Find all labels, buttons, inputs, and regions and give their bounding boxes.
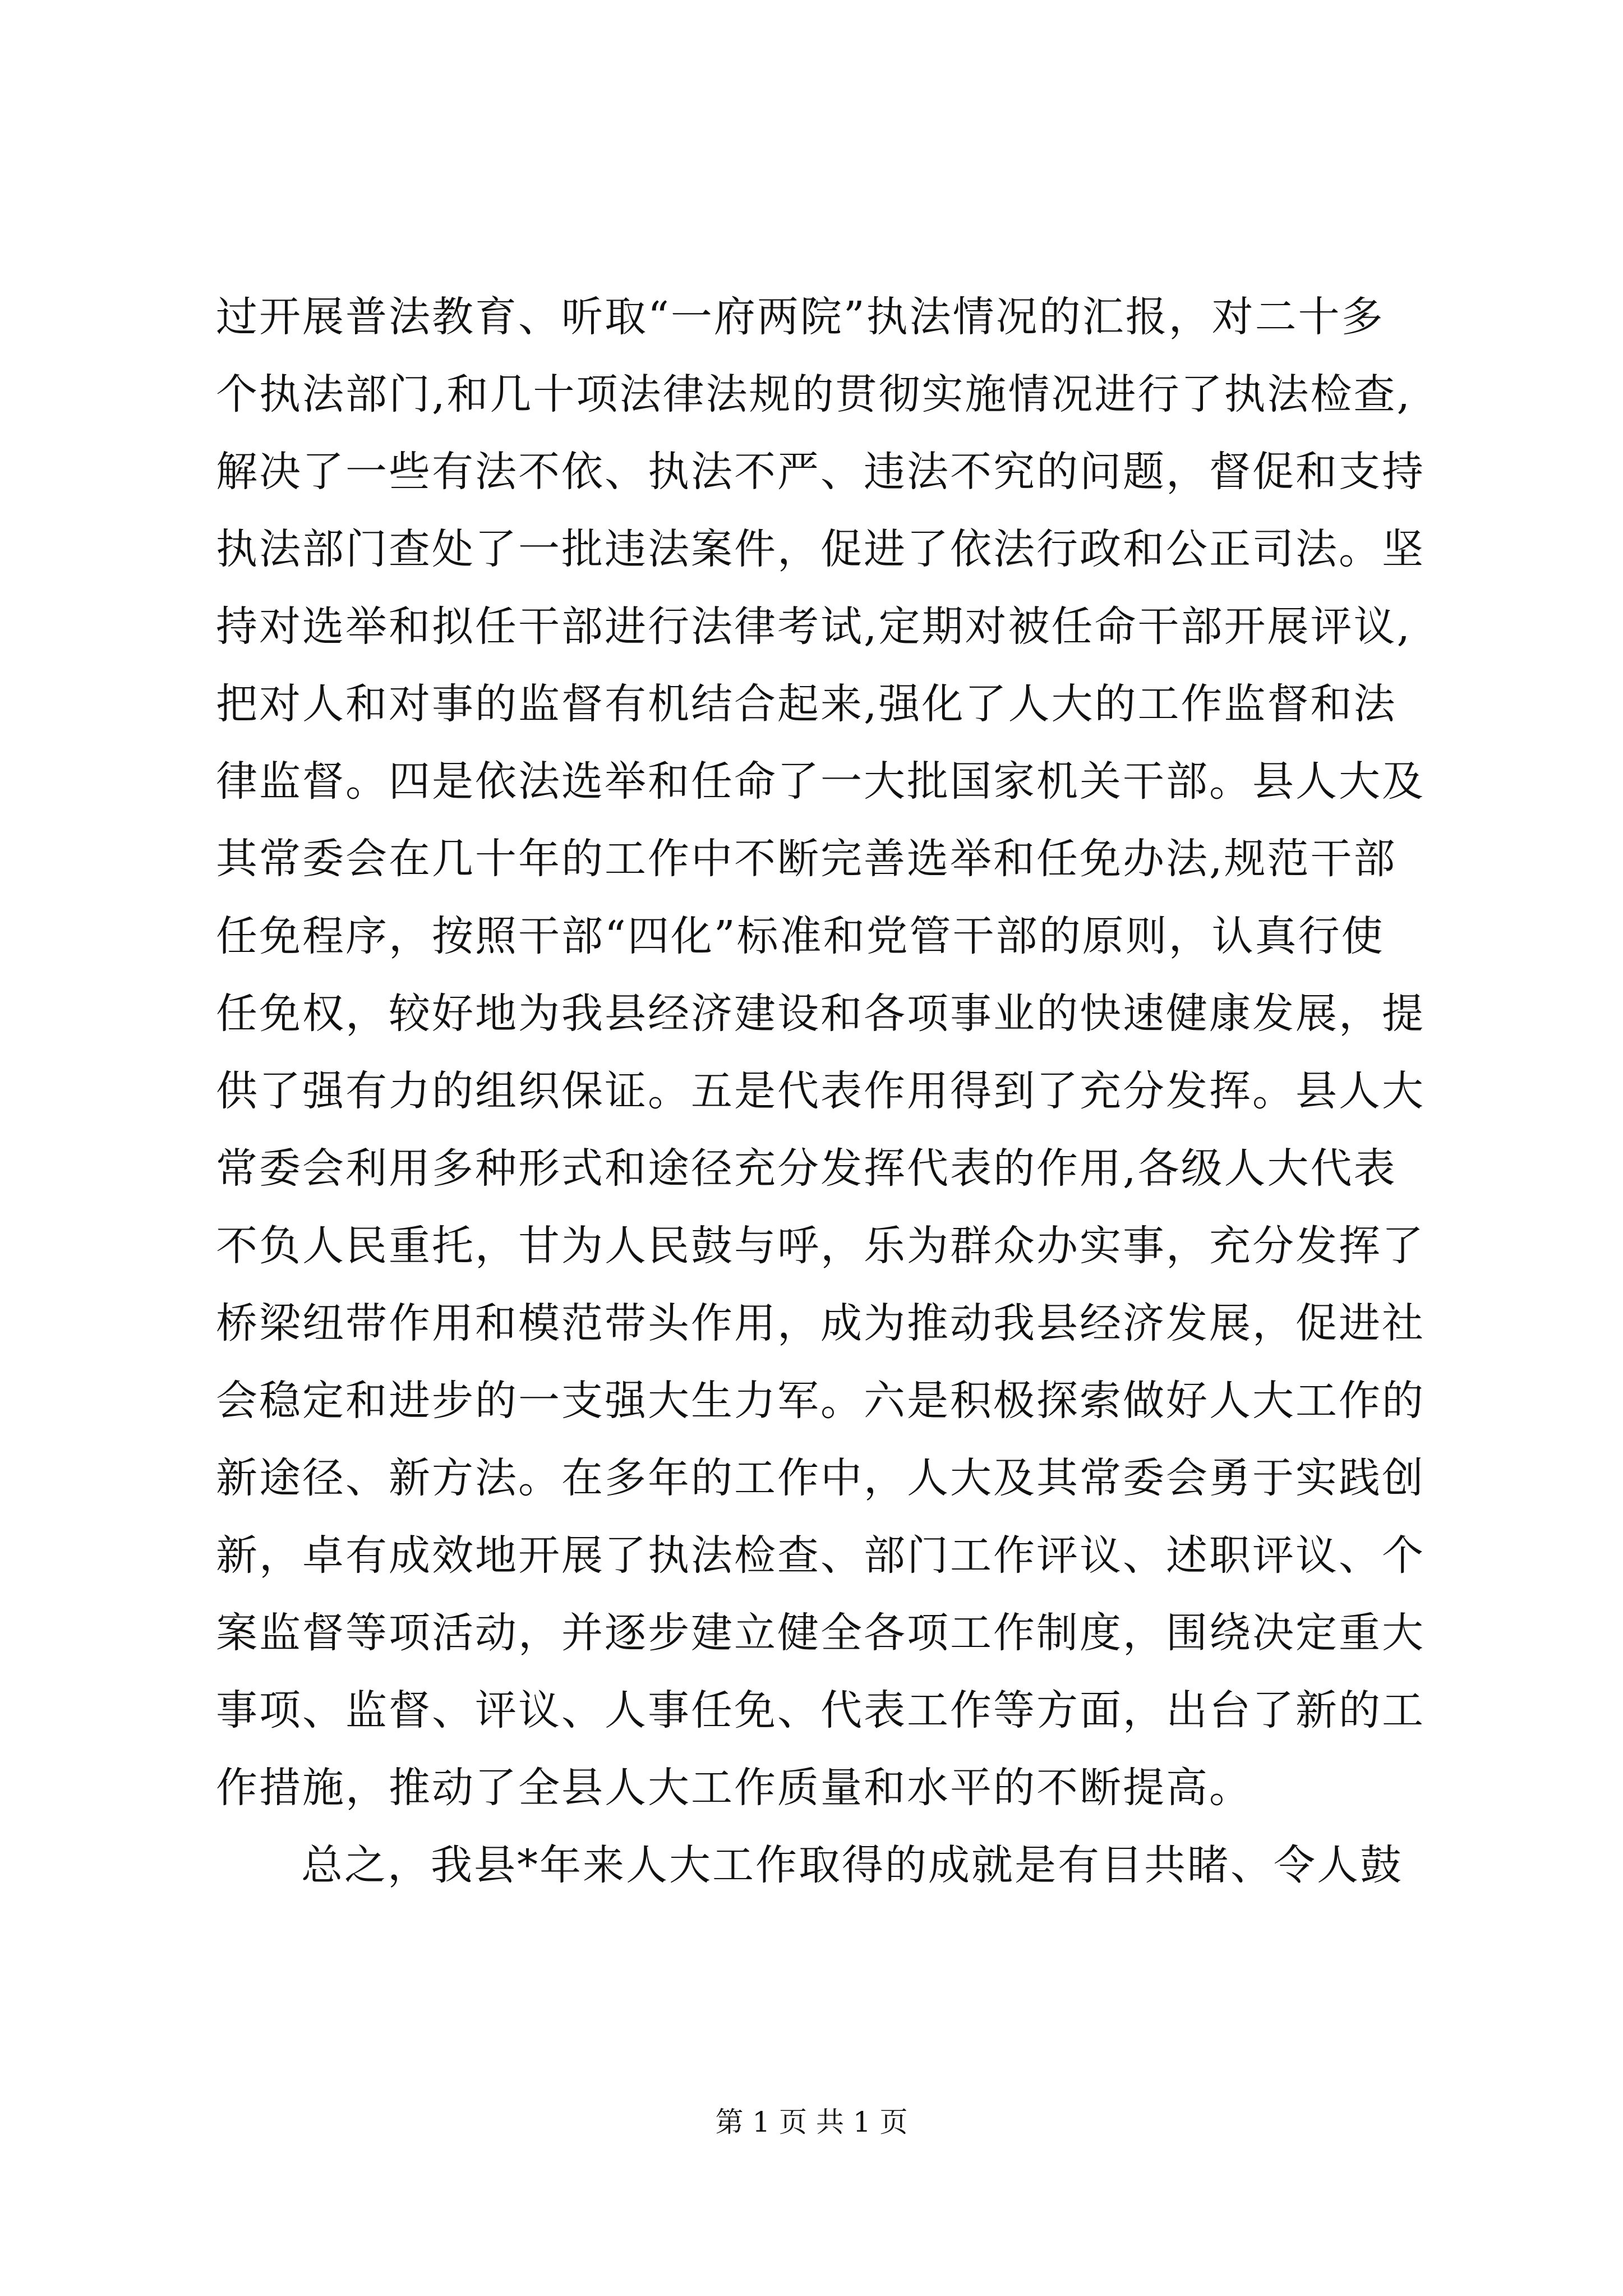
text-line: 过开展普法教育、听取“一府两院”执法情况的汇报，对二十多 (216, 293, 1385, 341)
text-line: 任免程序，按照干部“四化”标准和党管干部的原则，认真行使 (216, 912, 1385, 960)
text-line: 事项、监督、评议、人事任免、代表工作等方面，出台了新的工 (216, 1686, 1425, 1734)
text-line: 供了强有力的组织保证。五是代表作用得到了充分发挥。县人大 (216, 1067, 1425, 1115)
text-line: 律监督。四是依法选举和任命了一大批国家机关干部。县人大及 (216, 757, 1425, 806)
text-line: 新途径、新方法。在多年的工作中，人大及其常委会勇于实践创 (216, 1454, 1425, 1502)
text-line: 常委会利用多种形式和途径充分发挥代表的作用,各级人大代表 (216, 1144, 1397, 1193)
text-line: 持对选举和拟任干部进行法律考试,定期对被任命干部开展评议, (216, 602, 1412, 651)
text-line: 作措施，推动了全县人大工作质量和水平的不断提高。 (216, 1764, 1252, 1812)
text-line: 桥梁纽带作用和模范带头作用，成为推动我县经济发展，促进社 (216, 1299, 1425, 1347)
text-line: 执法部门查处了一批违法案件，促进了依法行政和公正司法。坚 (216, 525, 1425, 573)
text-line: 案监督等项活动，并逐步建立健全各项工作制度，围绕决定重大 (216, 1609, 1425, 1657)
text-line: 不负人民重托，甘为人民鼓与呼，乐为群众办实事，充分发挥了 (216, 1222, 1425, 1270)
text-line: 个执法部门,和几十项法律法规的贯彻实施情况进行了执法检查, (216, 370, 1412, 418)
page-footer (0, 2102, 1623, 2142)
text-line: 新，卓有成效地开展了执法检查、部门工作评议、述职评议、个 (216, 1531, 1425, 1580)
text-line: 会稳定和进步的一支强大生力军。六是积极探索做好人大工作的 (216, 1377, 1425, 1425)
text-line: 任免权，较好地为我县经济建设和各项事业的快速健康发展，提 (216, 990, 1425, 1038)
page-number-label: 第 1 页 共 1 页 (715, 2106, 908, 2138)
text-line: 其常委会在几十年的工作中不断完善选举和任免办法,规范干部 (216, 835, 1397, 883)
text-line: 解决了一些有法不依、执法不严、违法不究的问题，督促和支持 (216, 448, 1425, 496)
paragraph-start-line: 总之，我县*年来人大工作取得的成就是有目共睹、令人鼓 (301, 1841, 1403, 1889)
text-line: 把对人和对事的监督有机结合起来,强化了人大的工作监督和法 (216, 680, 1397, 728)
